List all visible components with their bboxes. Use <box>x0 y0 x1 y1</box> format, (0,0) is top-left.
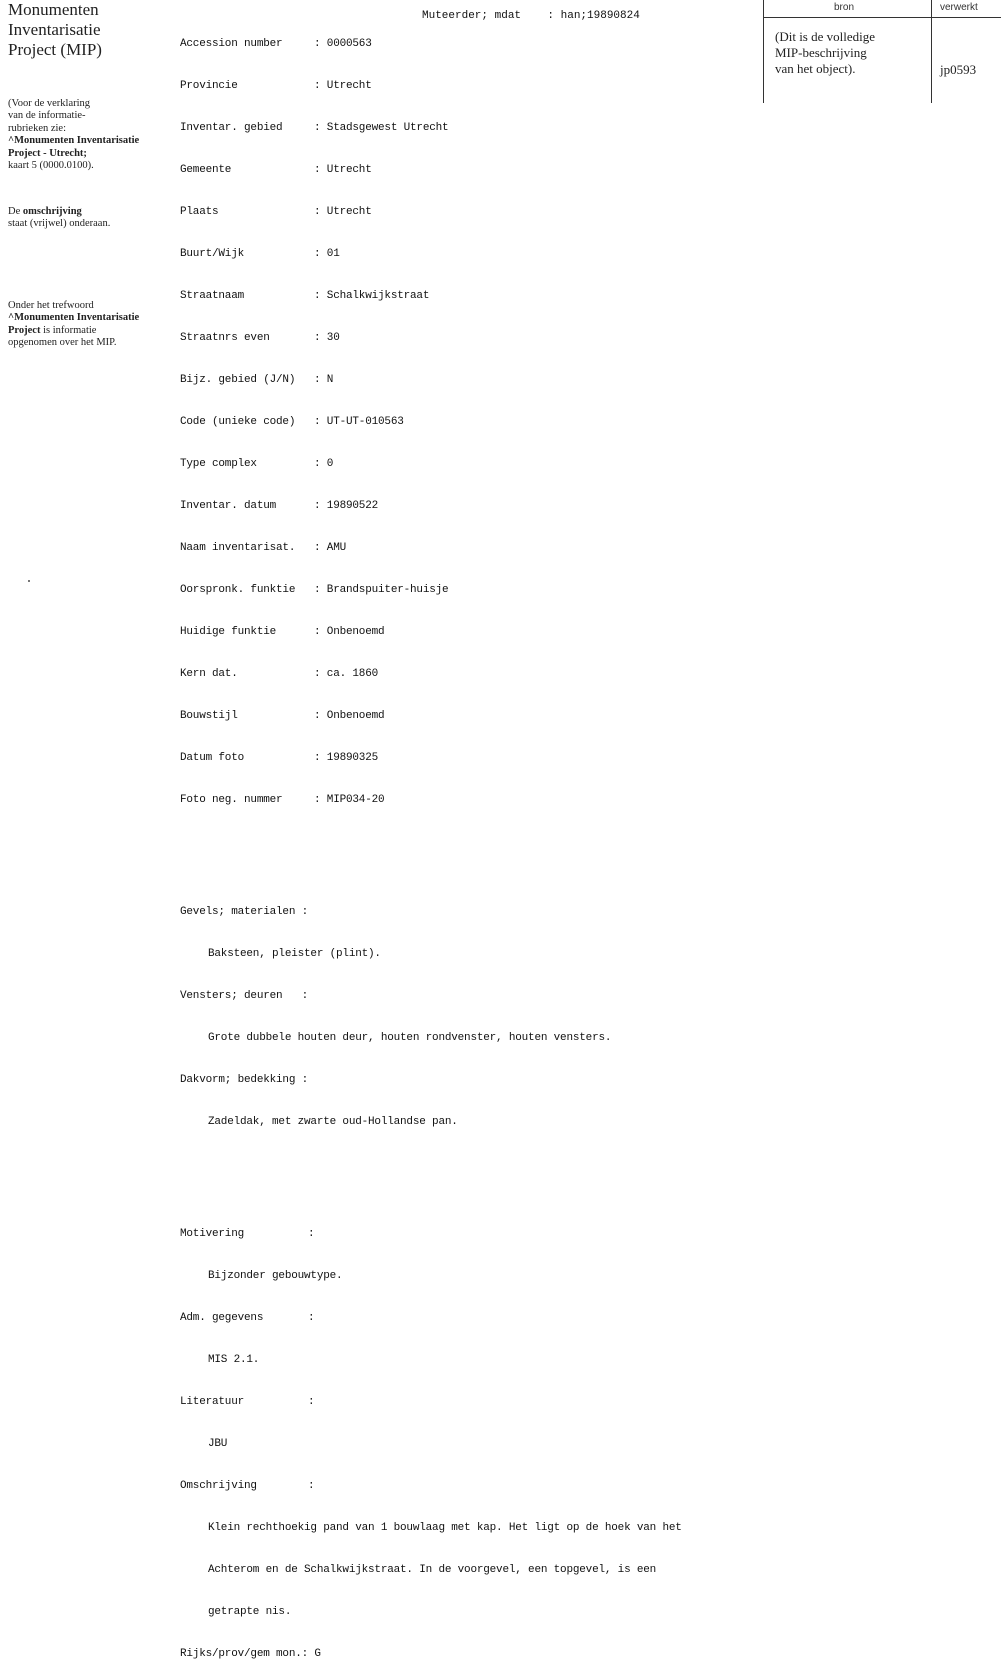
field-row <box>180 121 682 135</box>
section-label: Motivering : <box>180 1228 315 1240</box>
field-value: : 0000563 <box>314 38 372 50</box>
description-line: Achterom en de Schalkwijkstraat. In de voorgevel, een topgevel, is een <box>208 1564 657 1576</box>
field-label: Buurt/Wijk <box>180 248 245 260</box>
note-text: van de informatie- <box>8 110 86 122</box>
field-label: Naam inventarisat. <box>180 542 296 554</box>
field-value: : 0 <box>314 458 334 470</box>
field-value: : Utrecht <box>314 164 372 176</box>
note-text: (Voor de verklaring <box>8 98 91 109</box>
field-row <box>180 331 682 345</box>
section-value: JBU <box>208 1438 228 1450</box>
side-note-description <box>8 206 168 231</box>
note-bold: omschrijving <box>22 206 82 217</box>
field-value: : ca. 1860 <box>314 668 379 680</box>
field-label: Inventar. datum <box>180 500 277 512</box>
field-label: Foto neg. nummer <box>180 794 283 806</box>
column-header-bron: bron <box>834 2 855 13</box>
field-label: Bouwstijl <box>180 710 238 722</box>
field-value: : UT-UT-010563 <box>314 416 404 428</box>
title-line-2: Inventarisatie <box>8 20 101 39</box>
field-label: Bijz. gebied (J/N) <box>180 374 296 386</box>
title-line-3: Project (MIP) <box>8 40 102 59</box>
side-note-legend <box>8 98 168 172</box>
field-row <box>180 37 682 51</box>
field-row <box>180 709 682 723</box>
field-value: : Utrecht <box>314 206 372 218</box>
field-label: Gemeente <box>180 164 232 176</box>
field-label: Code (unieke code) <box>180 416 296 428</box>
field-row <box>180 373 682 387</box>
field-label: Plaats <box>180 206 219 218</box>
section-value: MIS 2.1. <box>208 1354 260 1366</box>
document-title <box>8 0 102 60</box>
source-box-header <box>764 0 1001 18</box>
source-description-line: (Dit is de volledige <box>775 29 876 44</box>
note-bold: ^Monumenten Inventarisatie <box>8 312 140 324</box>
source-description-line: van het object). <box>775 61 856 76</box>
note-text: staat (vrijwel) onderaan. <box>8 218 111 230</box>
field-label: Inventar. gebied <box>180 122 283 134</box>
section-value: Baksteen, pleister (plint). <box>208 948 381 960</box>
field-value: : Onbenoemd <box>314 626 385 638</box>
field-row <box>180 205 682 219</box>
note-bold: Project - Utrecht; <box>8 147 87 159</box>
field-label: Straatnaam <box>180 290 245 302</box>
source-box <box>763 0 1001 103</box>
field-row <box>180 583 682 597</box>
title-line-1: Monumenten <box>8 0 99 19</box>
field-row <box>180 625 682 639</box>
field-value: : 19890325 <box>314 752 379 764</box>
field-label: Provincie <box>180 80 238 92</box>
field-row <box>180 79 682 93</box>
section-value: Zadeldak, met zwarte oud-Hollandse pan. <box>208 1116 458 1128</box>
field-row <box>180 247 682 261</box>
field-row <box>180 163 682 177</box>
field-label: Datum foto <box>180 752 245 764</box>
field-label: Oorspronk. funktie <box>180 584 296 596</box>
source-description <box>775 29 875 77</box>
field-row <box>180 289 682 303</box>
field-value: : 19890522 <box>314 500 379 512</box>
note-text: kaart 5 (0000.0100). <box>8 160 94 172</box>
column-divider <box>931 0 932 103</box>
monument-status: Rijks/prov/gem mon.: G <box>180 1648 321 1660</box>
field-value: : Onbenoemd <box>314 710 385 722</box>
field-row <box>180 541 682 555</box>
note-bold: Project <box>8 324 41 336</box>
section-label: Dakvorm; bedekking : <box>180 1074 309 1086</box>
field-row <box>180 667 682 681</box>
description-line: getrapte nis. <box>208 1606 292 1618</box>
scan-speck <box>28 580 30 582</box>
note-text: opgenomen over het MIP. <box>8 337 117 349</box>
note-text: rubrieken zie: <box>8 122 67 134</box>
field-label: Huidige funktie <box>180 626 277 638</box>
field-label: Straatnrs even <box>180 332 270 344</box>
field-row <box>180 793 682 807</box>
field-label: Type complex <box>180 458 257 470</box>
section-value: Bijzonder gebouwtype. <box>208 1270 343 1282</box>
note-text: Onder het trefwoord <box>8 300 94 311</box>
section-label: Vensters; deuren : <box>180 990 309 1002</box>
source-description-line: MIP-beschrijving <box>775 45 867 60</box>
field-row <box>180 415 682 429</box>
field-value: : Schalkwijkstraat <box>314 290 430 302</box>
column-header-verwerkt: verwerkt <box>940 2 978 13</box>
field-row <box>180 499 682 513</box>
field-row <box>180 751 682 765</box>
field-row <box>180 457 682 471</box>
section-label: Gevels; materialen : <box>180 906 309 918</box>
section-value: Grote dubbele houten deur, houten rondvenster, houten vensters. <box>208 1032 612 1044</box>
description-line: Klein rechthoekig pand van 1 bouwlaag met kap. Het ligt op de hoek van het <box>208 1522 682 1534</box>
field-value: : 30 <box>314 332 340 344</box>
field-value: : AMU <box>314 542 347 554</box>
field-value: : Utrecht <box>314 80 372 92</box>
section-label: Literatuur : <box>180 1396 315 1408</box>
note-text: De <box>8 206 23 217</box>
note-bold: ^Monumenten Inventarisatie <box>8 135 140 147</box>
section-label: Adm. gegevens : <box>180 1312 315 1324</box>
mutator-info: Muteerder; mdat : han;19890824 <box>422 10 640 22</box>
field-value: : MIP034-20 <box>314 794 385 806</box>
field-value: : 01 <box>314 248 340 260</box>
field-label: Accession number <box>180 38 283 50</box>
field-value: : N <box>314 374 334 386</box>
processed-code: jp0593 <box>940 62 977 77</box>
section-label: Omschrijving : <box>180 1480 315 1492</box>
record-block <box>180 9 682 1675</box>
field-value: : Brandspuiter-huisje <box>314 584 449 596</box>
field-label: Kern dat. <box>180 668 238 680</box>
side-note-keyword <box>8 300 168 350</box>
note-text: is informatie <box>40 324 97 336</box>
field-value: : Stadsgewest Utrecht <box>314 122 449 134</box>
